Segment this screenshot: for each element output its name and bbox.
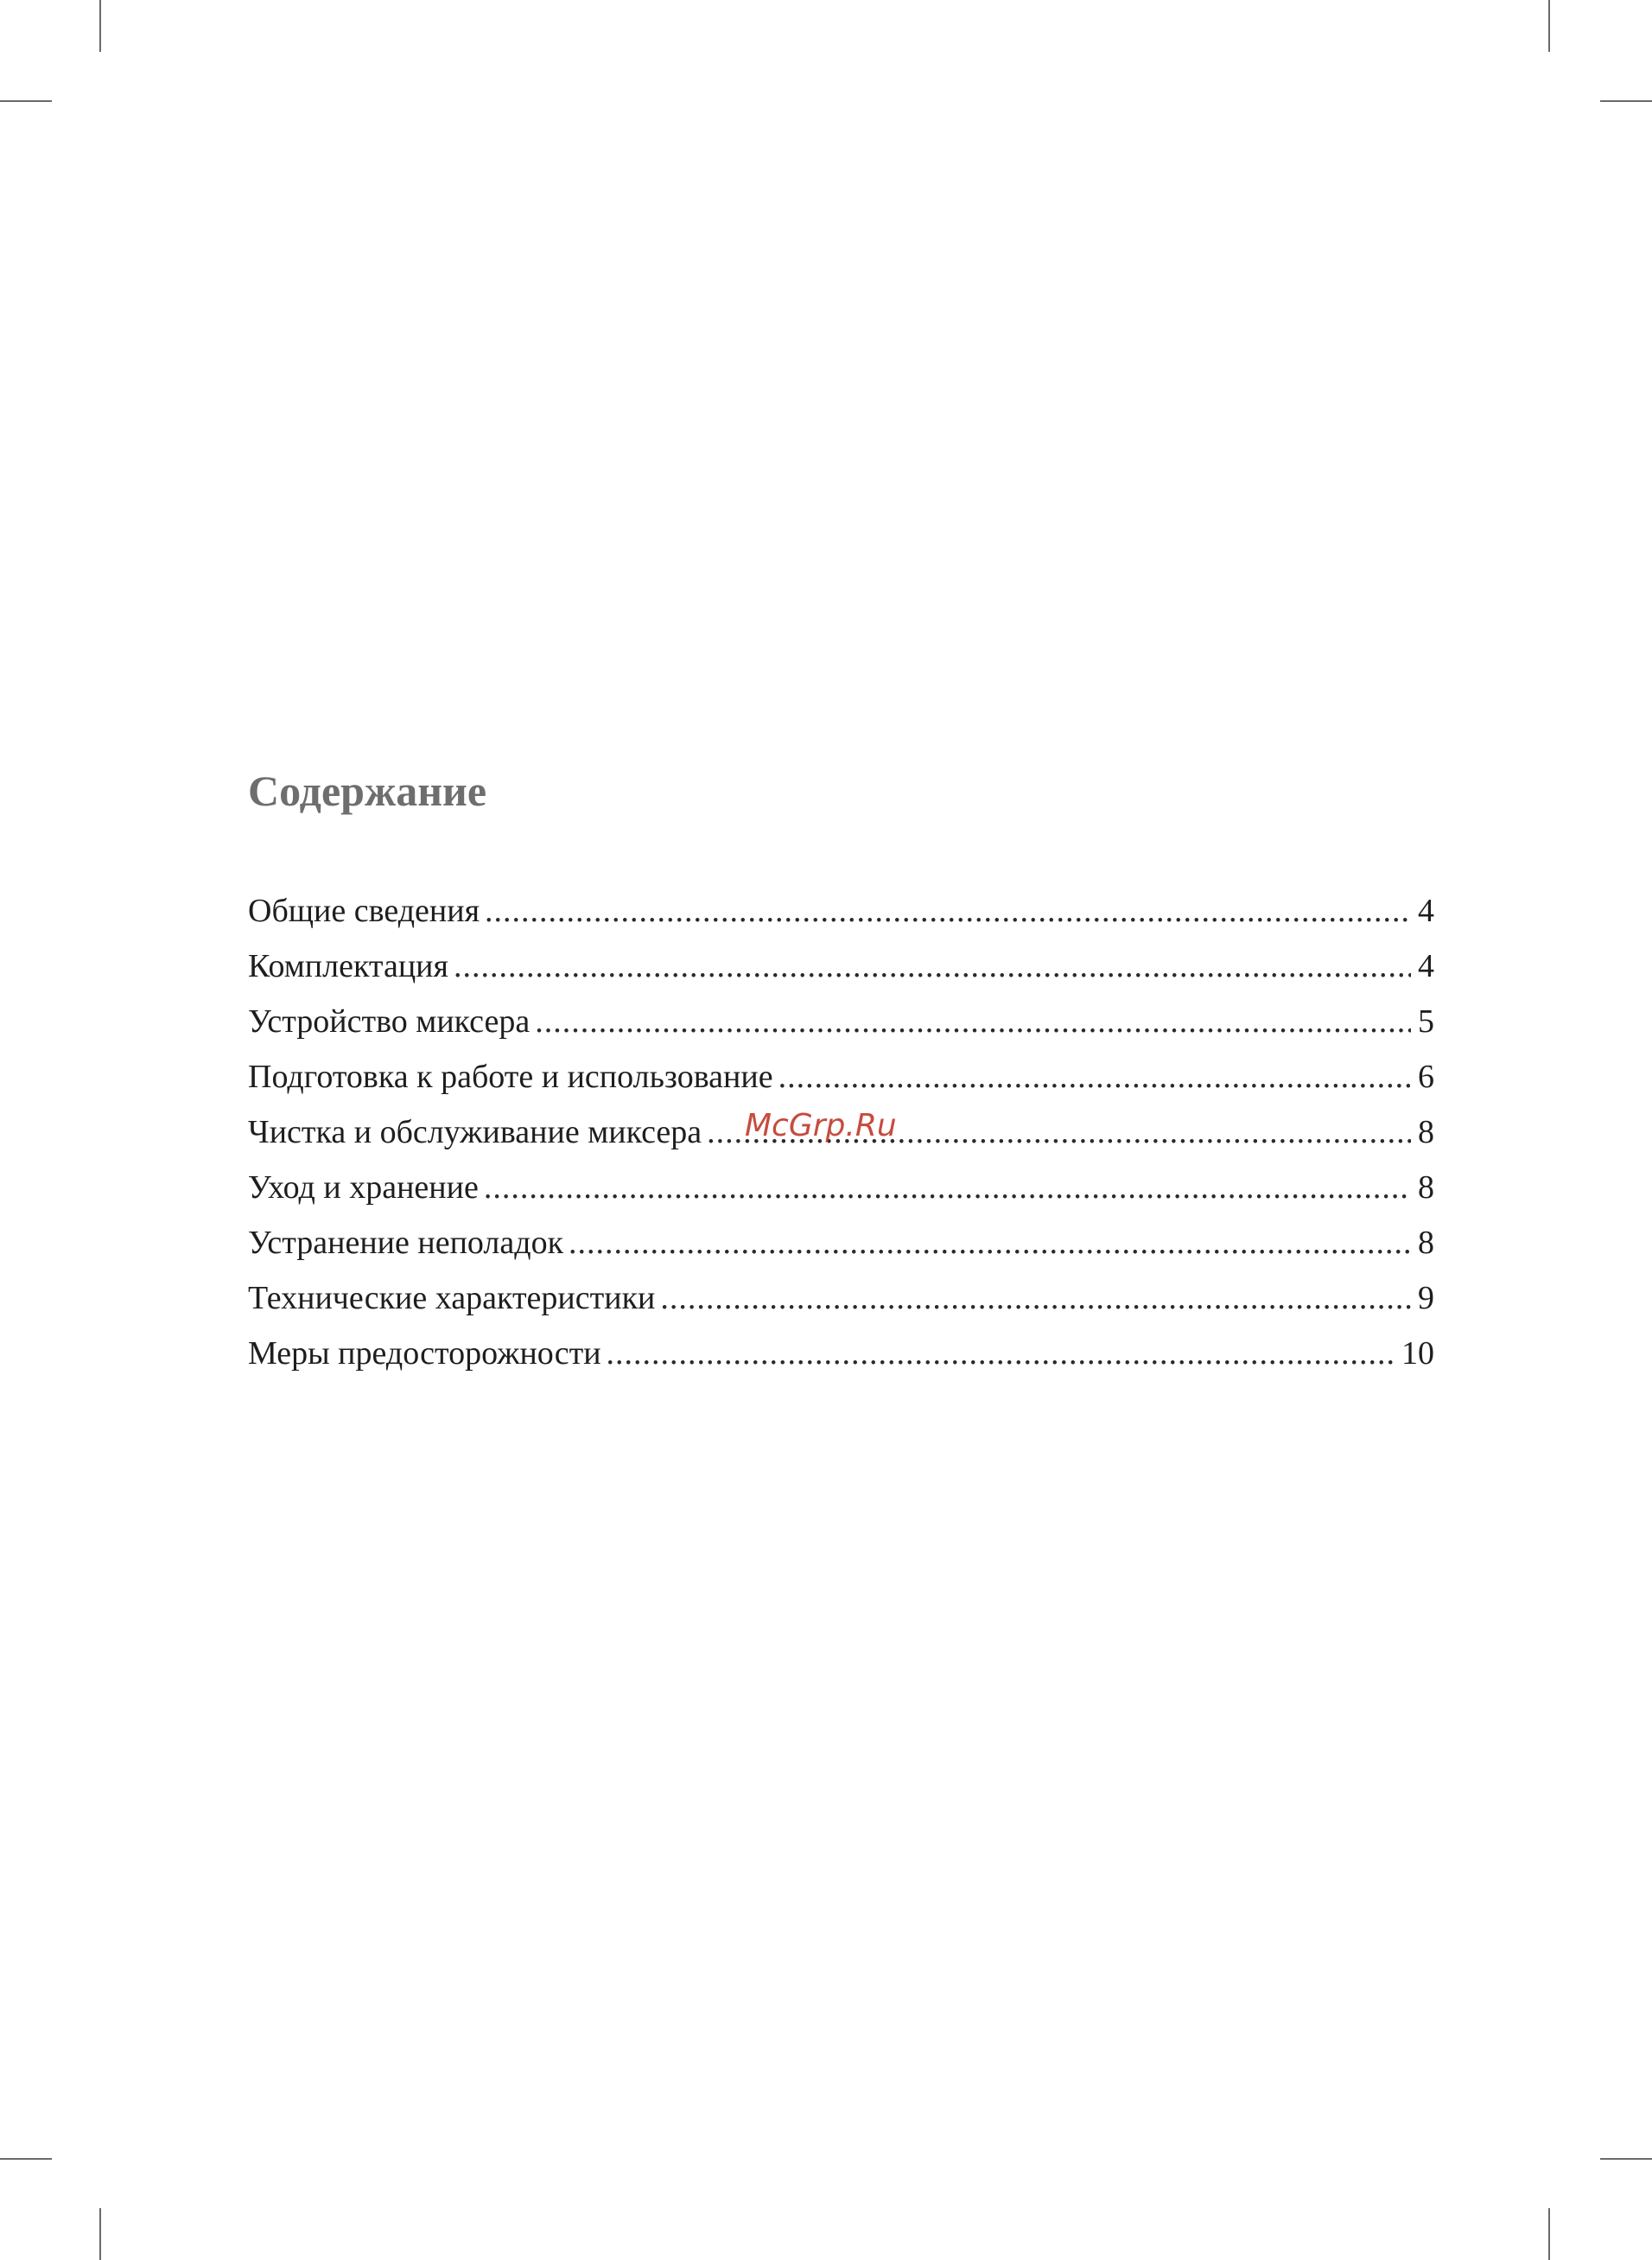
toc-entry-label: Чистка и обслуживание миксера: [248, 1114, 702, 1150]
crop-mark-top-left-vertical: [99, 0, 101, 52]
toc-entry-label: Подготовка к работе и использование: [248, 1059, 773, 1095]
crop-mark-bottom-left-vertical: [99, 2208, 101, 2260]
toc-entry[interactable]: [248, 883, 1434, 939]
toc-leader-dots: [454, 939, 1411, 994]
toc-entry-page: 4: [1418, 893, 1434, 929]
watermark-text: McGrp.Ru: [745, 1108, 897, 1143]
toc-entry[interactable]: [248, 939, 1434, 994]
crop-mark-top-right-horizontal: [1600, 100, 1652, 102]
toc-entry-label: Технические характеристики: [248, 1280, 656, 1316]
toc-leader-dots: [535, 994, 1411, 1049]
toc-entry-label: Устранение неполадок: [248, 1225, 564, 1261]
toc-leader-dots: [607, 1326, 1395, 1381]
toc-entry[interactable]: [248, 1326, 1434, 1381]
toc-entry-page: 5: [1418, 1003, 1434, 1040]
toc-entry-page: 8: [1418, 1114, 1434, 1150]
toc-entry-page: 6: [1418, 1059, 1434, 1095]
crop-mark-top-right-vertical: [1548, 0, 1550, 52]
toc-entry-label: Уход и хранение: [248, 1169, 479, 1206]
toc-leader-dots: [569, 1215, 1411, 1270]
toc-entry[interactable]: [248, 1049, 1434, 1105]
toc-entry-label: Устройство миксера: [248, 1003, 531, 1040]
toc-leader-dots: [778, 1049, 1411, 1105]
toc-leader-dots: [484, 1160, 1411, 1215]
toc-entry[interactable]: [248, 1215, 1434, 1270]
toc-entry-page: 9: [1418, 1280, 1434, 1316]
toc-entry-label: Меры предосторожности: [248, 1335, 601, 1372]
toc-entry-page: 8: [1418, 1225, 1434, 1261]
toc-entry-page: 4: [1418, 948, 1434, 984]
crop-mark-bottom-left-horizontal: [0, 2158, 52, 2160]
toc-entry[interactable]: [248, 994, 1434, 1049]
crop-mark-top-left-horizontal: [0, 100, 52, 102]
toc-title: Содержание: [248, 767, 487, 815]
toc-entry[interactable]: [248, 1160, 1434, 1215]
toc-leader-dots: [485, 883, 1411, 939]
toc-entry-page: 8: [1418, 1169, 1434, 1206]
toc-leader-dots: [660, 1270, 1411, 1326]
crop-mark-bottom-right-horizontal: [1600, 2158, 1652, 2160]
crop-mark-bottom-right-vertical: [1548, 2208, 1550, 2260]
toc-entry-label: Общие сведения: [248, 893, 480, 929]
toc-entry-page: 10: [1401, 1335, 1434, 1372]
toc-entry[interactable]: [248, 1270, 1434, 1326]
toc-entry-label: Комплектация: [248, 948, 448, 984]
